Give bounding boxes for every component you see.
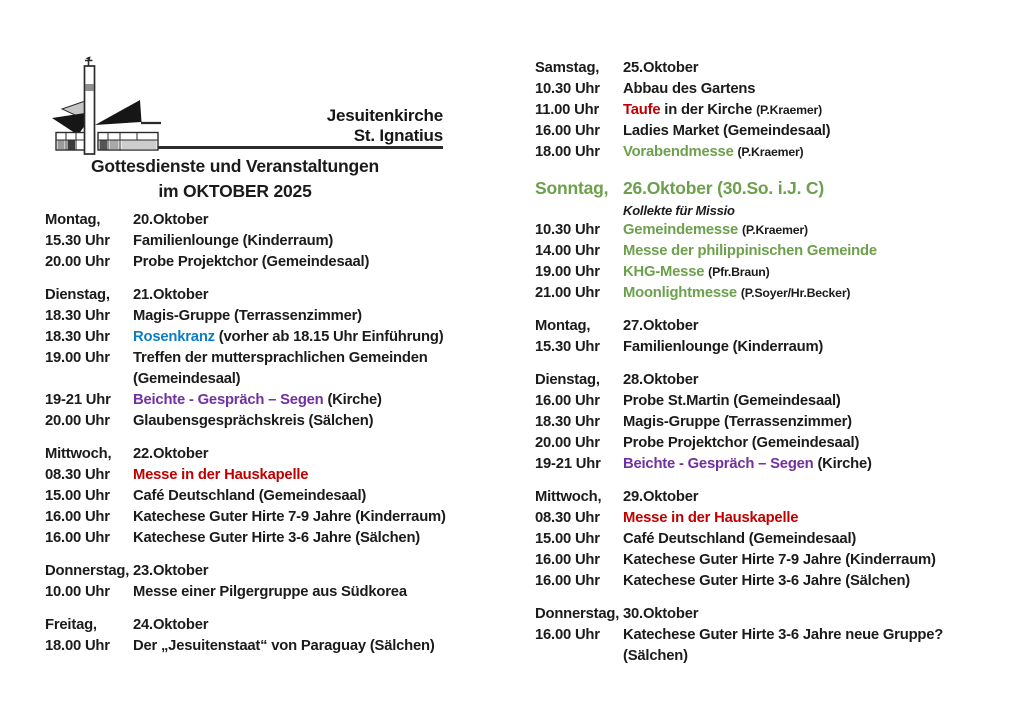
event-time: 20.00 Uhr	[535, 435, 600, 451]
event-row	[535, 262, 1007, 283]
event-row	[535, 391, 1007, 412]
event-description	[133, 636, 497, 657]
event-text-segment: Café Deutschland (Gemeindesaal)	[133, 488, 367, 504]
event-text-segment: (Kirche)	[323, 392, 382, 408]
event-text-segment: Magis-Gruppe (Terrassenzimmer)	[623, 414, 852, 430]
event-row	[45, 390, 497, 411]
event-description	[623, 283, 1007, 304]
collection-note: Kollekte für Missio	[623, 203, 735, 218]
event-text-segment: (vorher ab 18.15 Uhr Einführung)	[214, 329, 444, 345]
event-time: 16.00 Uhr	[535, 573, 600, 589]
event-time: 15.30 Uhr	[45, 233, 110, 249]
event-text-segment: (Sälchen)	[623, 648, 688, 664]
event-row	[535, 508, 1007, 529]
event-description	[133, 348, 497, 369]
event-time: 19.00 Uhr	[535, 264, 600, 280]
event-time: 19.00 Uhr	[45, 350, 110, 366]
event-text-segment: Familienlounge (Kinderraum)	[623, 339, 824, 355]
day-name: Montag,	[45, 212, 101, 228]
window-cell	[58, 141, 65, 150]
event-description	[133, 252, 497, 273]
tower-band	[86, 84, 94, 91]
event-text-segment: Moonlightmesse	[623, 285, 741, 301]
event-time: 21.00 Uhr	[535, 285, 600, 301]
day-name: Samstag,	[535, 60, 600, 76]
event-row	[45, 465, 497, 486]
event-row	[45, 306, 497, 327]
church-name	[243, 106, 443, 146]
event-text-segment: Probe St.Martin (Gemeindesaal)	[623, 393, 841, 409]
event-text-segment: Katechese Guter Hirte 7-9 Jahre (Kinderraum)	[133, 509, 446, 525]
event-row	[535, 412, 1007, 433]
event-text-segment: Katechese Guter Hirte 3-6 Jahre (Sälchen)	[623, 573, 911, 589]
event-row	[45, 636, 497, 657]
event-description	[133, 327, 497, 348]
event-text-segment: (P.Kraemer)	[741, 223, 808, 237]
event-description	[623, 412, 1007, 433]
event-description	[623, 220, 1007, 241]
event-row	[45, 486, 497, 507]
event-description	[133, 369, 497, 390]
event-description	[623, 121, 1007, 142]
day-section	[535, 604, 1007, 667]
event-text-segment: Familienlounge (Kinderraum)	[133, 233, 334, 249]
event-row	[535, 337, 1007, 358]
event-text-segment: Ladies Market (Gemeindesaal)	[623, 123, 831, 139]
event-row	[535, 529, 1007, 550]
event-description	[133, 231, 497, 252]
event-row	[535, 220, 1007, 241]
day-name: Mittwoch,	[535, 489, 602, 505]
day-name: Dienstag,	[535, 372, 600, 388]
day-section	[535, 58, 1007, 163]
event-description	[623, 454, 1007, 475]
event-description	[623, 550, 1007, 571]
flyer-title-line1: Gottesdienste und Veranstaltungen	[90, 156, 380, 176]
event-row	[535, 241, 1007, 262]
right-column	[535, 58, 1007, 667]
day-name: Montag,	[535, 318, 591, 334]
event-text-segment: (P.Soyer/Hr.Becker)	[740, 286, 851, 300]
event-text-segment: Magis-Gruppe (Terrassenzimmer)	[133, 308, 362, 324]
event-row	[535, 283, 1007, 304]
day-date: 29.Oktober	[623, 489, 699, 505]
left-column	[45, 210, 497, 657]
event-row	[535, 571, 1007, 592]
right-roof-triangle	[95, 100, 142, 125]
event-text-segment: (Kirche)	[813, 456, 872, 472]
day-name: Mittwoch,	[45, 446, 112, 462]
day-date: 26.Oktober (30.So. i.J. C)	[623, 178, 824, 198]
day-date: 24.Oktober	[133, 617, 209, 633]
day-section	[45, 444, 497, 549]
day-section	[535, 487, 1007, 592]
day-header	[535, 316, 1007, 337]
event-text-segment: Beichte - Gespräch – Segen	[623, 456, 814, 472]
event-time: 11.00 Uhr	[535, 102, 600, 118]
flyer-title	[35, 154, 435, 204]
event-row	[45, 327, 497, 348]
event-time: 18.30 Uhr	[535, 414, 600, 430]
day-header	[45, 615, 497, 636]
event-time: 15.00 Uhr	[535, 531, 600, 547]
day-name: Donnerstag,	[535, 606, 620, 622]
event-text-segment: Beichte - Gespräch – Segen	[133, 392, 324, 408]
window-cell	[122, 141, 157, 150]
day-date: 22.Oktober	[133, 446, 209, 462]
event-time: 10.30 Uhr	[535, 222, 600, 238]
event-row	[45, 348, 497, 369]
day-date: 28.Oktober	[623, 372, 699, 388]
day-section	[45, 210, 497, 273]
day-date: 25.Oktober	[623, 60, 699, 76]
event-time: 08.30 Uhr	[45, 467, 110, 483]
event-description	[623, 571, 1007, 592]
event-row	[45, 582, 497, 603]
event-time: 10.30 Uhr	[535, 81, 600, 97]
event-text-segment: Café Deutschland (Gemeindesaal)	[623, 531, 857, 547]
event-time: 18.00 Uhr	[45, 638, 110, 654]
event-description	[623, 646, 1007, 667]
day-header	[535, 487, 1007, 508]
event-row	[535, 142, 1007, 163]
day-header	[45, 444, 497, 465]
window-cell	[110, 141, 119, 150]
day-header	[535, 604, 1007, 625]
event-description	[133, 528, 497, 549]
event-text-segment: Treffen der muttersprachlichen Gemeinden	[133, 350, 428, 366]
event-row	[45, 252, 497, 273]
event-time: 14.00 Uhr	[535, 243, 600, 259]
church-name-line1: Jesuitenkirche	[326, 106, 443, 125]
event-time: 19-21 Uhr	[535, 456, 601, 472]
day-name: Donnerstag,	[45, 563, 130, 579]
event-description	[623, 625, 1007, 646]
event-time: 15.30 Uhr	[535, 339, 600, 355]
day-name: Freitag,	[45, 617, 97, 633]
event-time: 16.00 Uhr	[535, 552, 600, 568]
event-description	[133, 507, 497, 528]
note-row	[535, 201, 1007, 220]
event-time: 19-21 Uhr	[45, 392, 111, 408]
event-text-segment: Probe Projektchor (Gemeindesaal)	[623, 435, 860, 451]
day-name: Dienstag,	[45, 287, 110, 303]
event-description	[623, 529, 1007, 550]
event-description	[623, 391, 1007, 412]
event-text-segment: Vorabendmesse	[623, 144, 738, 160]
day-date: 21.Oktober	[133, 287, 209, 303]
event-description	[133, 465, 497, 486]
day-section	[45, 285, 497, 432]
event-row	[535, 433, 1007, 454]
day-date: 20.Oktober	[133, 212, 209, 228]
event-row	[535, 121, 1007, 142]
event-description	[623, 142, 1007, 163]
event-text-segment: Messe der philippinischen Gemeinde	[623, 243, 877, 259]
event-time: 16.00 Uhr	[45, 530, 110, 546]
event-text-segment: Glaubensgesprächskreis (Sälchen)	[133, 413, 374, 429]
event-text-segment: (Pfr.Braun)	[708, 265, 770, 279]
header-divider	[158, 146, 443, 149]
event-time: 16.00 Uhr	[535, 123, 600, 139]
event-time: 15.00 Uhr	[45, 488, 110, 504]
event-row	[45, 231, 497, 252]
event-time: 16.00 Uhr	[535, 627, 600, 643]
event-continuation-row	[535, 646, 1007, 667]
event-text-segment: Katechese Guter Hirte 7-9 Jahre (Kinderraum)	[623, 552, 936, 568]
event-description	[623, 508, 1007, 529]
event-description	[133, 582, 497, 603]
event-text-segment: Rosenkranz	[133, 329, 215, 345]
window-cell	[68, 141, 76, 150]
day-section	[45, 561, 497, 603]
event-text-segment: Abbau des Gartens	[623, 81, 756, 97]
day-date: 23.Oktober	[133, 563, 209, 579]
event-description	[133, 486, 497, 507]
event-time: 18.30 Uhr	[45, 308, 110, 324]
event-continuation-row	[45, 369, 497, 390]
event-text-segment: Messe in der Hauskapelle	[623, 510, 799, 526]
day-section	[45, 615, 497, 657]
event-description	[133, 411, 497, 432]
event-text-segment: Probe Projektchor (Gemeindesaal)	[133, 254, 370, 270]
event-time: 20.00 Uhr	[45, 413, 110, 429]
day-date: 27.Oktober	[623, 318, 699, 334]
event-description	[623, 100, 1007, 121]
day-section	[535, 316, 1007, 358]
event-description	[623, 241, 1007, 262]
church-tower	[85, 66, 95, 154]
event-time: 18.30 Uhr	[45, 329, 110, 345]
event-text-segment: Katechese Guter Hirte 3-6 Jahre (Sälchen)	[133, 530, 421, 546]
event-row	[535, 79, 1007, 100]
day-header	[45, 210, 497, 231]
event-description	[133, 390, 497, 411]
day-header	[535, 175, 1007, 201]
event-row	[45, 411, 497, 432]
event-text-segment: (Gemeindesaal)	[133, 371, 241, 387]
event-description	[623, 337, 1007, 358]
day-name: Sonntag,	[535, 178, 609, 198]
event-time: 20.00 Uhr	[45, 254, 110, 270]
event-description	[623, 262, 1007, 283]
day-header	[535, 58, 1007, 79]
event-time: 16.00 Uhr	[45, 509, 110, 525]
event-text-segment: Gemeindemesse	[623, 222, 742, 238]
event-text-segment: (P.Kraemer)	[756, 103, 822, 117]
event-time: 18.00 Uhr	[535, 144, 600, 160]
event-text-segment: Der „Jesuitenstaat“ von Paraguay (Sälchen)	[133, 638, 435, 654]
event-row	[535, 625, 1007, 646]
day-header	[45, 285, 497, 306]
event-description	[623, 433, 1007, 454]
event-row	[45, 507, 497, 528]
event-text-segment: Katechese Guter Hirte 3-6 Jahre neue Gruppe?	[623, 627, 944, 643]
church-building-logo	[45, 55, 175, 155]
window-cell	[100, 141, 108, 150]
event-time: 10.00 Uhr	[45, 584, 110, 600]
day-section	[535, 370, 1007, 475]
day-header	[45, 561, 497, 582]
day-date: 30.Oktober	[623, 606, 699, 622]
event-text-segment: (P.Kraemer)	[737, 145, 804, 159]
event-time: 16.00 Uhr	[535, 393, 600, 409]
event-text-segment: Messe einer Pilgergruppe aus Südkorea	[133, 584, 407, 600]
event-row	[535, 454, 1007, 475]
flyer-title-line2: im OKTOBER 2025	[158, 181, 312, 201]
event-row	[535, 100, 1007, 121]
day-header	[535, 370, 1007, 391]
event-description	[623, 79, 1007, 100]
day-section	[535, 175, 1007, 304]
church-name-line2: St. Ignatius	[353, 126, 443, 145]
event-text-segment: Taufe	[623, 102, 661, 118]
event-text-segment: Messe in der Hauskapelle	[133, 467, 309, 483]
event-text-segment: in der Kirche	[660, 102, 757, 118]
event-description	[133, 306, 497, 327]
event-row	[45, 528, 497, 549]
event-text-segment: KHG-Messe	[623, 264, 709, 280]
event-time: 08.30 Uhr	[535, 510, 600, 526]
event-row	[535, 550, 1007, 571]
